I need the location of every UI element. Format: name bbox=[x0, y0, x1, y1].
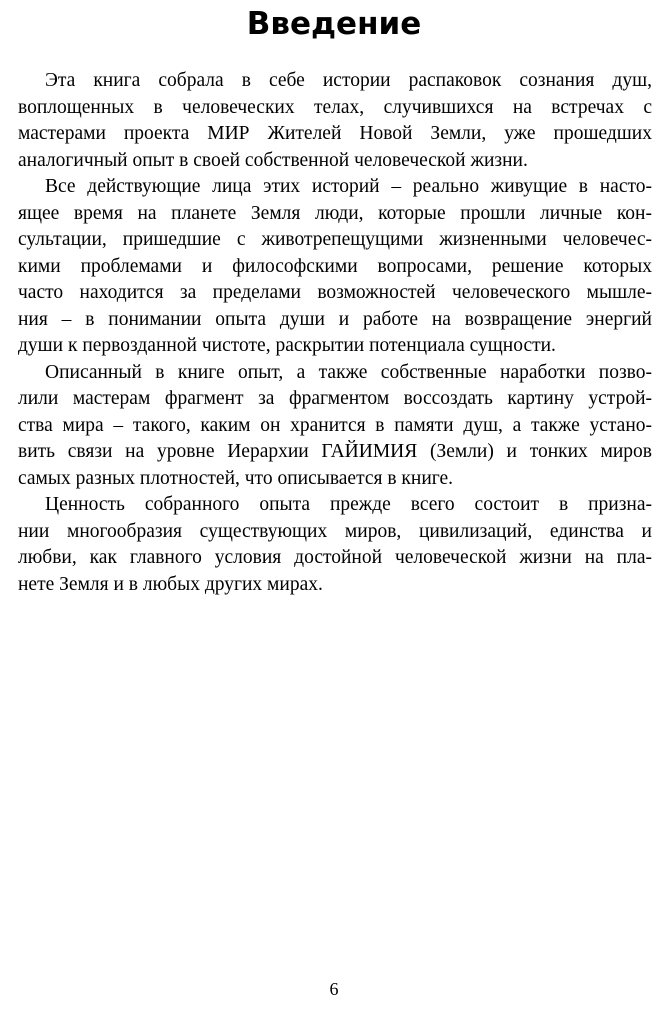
text-line: души к первозданной чистоте, раскрытии потенциала сущности. bbox=[18, 335, 556, 356]
text-line: нии многообразия существующих миров, цивилизаций, единства и bbox=[18, 520, 652, 542]
body-text bbox=[18, 68, 652, 598]
text-line: нете Земля и в любых других мирах. bbox=[18, 573, 323, 595]
text-line: сультации, пришедшие с животрепещущими жизненными человечес- bbox=[18, 229, 652, 250]
page-number: 6 bbox=[329, 979, 339, 999]
text-line: кими проблемами и философскими вопросами, решение которых bbox=[18, 255, 652, 277]
text-line: ящее время на планете Земля люди, которые прошли личные кон- bbox=[18, 202, 652, 224]
paragraph-2 bbox=[18, 174, 652, 360]
text-line: часто находится за пределами возможностей человеческого мышле- bbox=[18, 282, 652, 303]
paragraph-4 bbox=[18, 492, 652, 598]
text-line: воплощенных в человеческих телах, случившихся на встречах с bbox=[18, 96, 652, 118]
text-line: Эта книга собрала в себе истории распаковок сознания душ, bbox=[45, 70, 652, 91]
text-line: самых разных плотностей, что описывается в книге. bbox=[18, 467, 454, 489]
text-line: Ценность собранного опыта прежде всего состоит в призна- bbox=[45, 494, 652, 515]
text-line: вить связи на уровне Иерархии ГАЙИМИЯ (Земли) и тонких миров bbox=[18, 441, 652, 462]
text-line: ства мира – такого, каким он хранится в памяти душ, а также устано- bbox=[18, 414, 652, 436]
text-line: лили мастерам фрагмент за фрагментом воссоздать картину устрой- bbox=[18, 388, 652, 409]
text-line: Все действующие лица этих историй – реально живущие в насто- bbox=[45, 176, 652, 197]
paragraph-1 bbox=[18, 68, 652, 174]
text-line: любви, как главного условия достойной человеческой жизни на пла- bbox=[18, 547, 652, 568]
text-line: аналогичный опыт в своей собственной человеческой жизни. bbox=[18, 149, 528, 171]
text-line: мастерами проекта МИР Жителей Новой Земли, уже прошедших bbox=[18, 123, 652, 144]
paragraph-3 bbox=[18, 360, 652, 493]
page-title: Введение bbox=[246, 6, 422, 42]
text-line: ния – в понимании опыта души и работе на возвращение энергий bbox=[18, 308, 652, 330]
text-line: Описанный в книге опыт, а также собственные наработки позво- bbox=[45, 361, 652, 383]
